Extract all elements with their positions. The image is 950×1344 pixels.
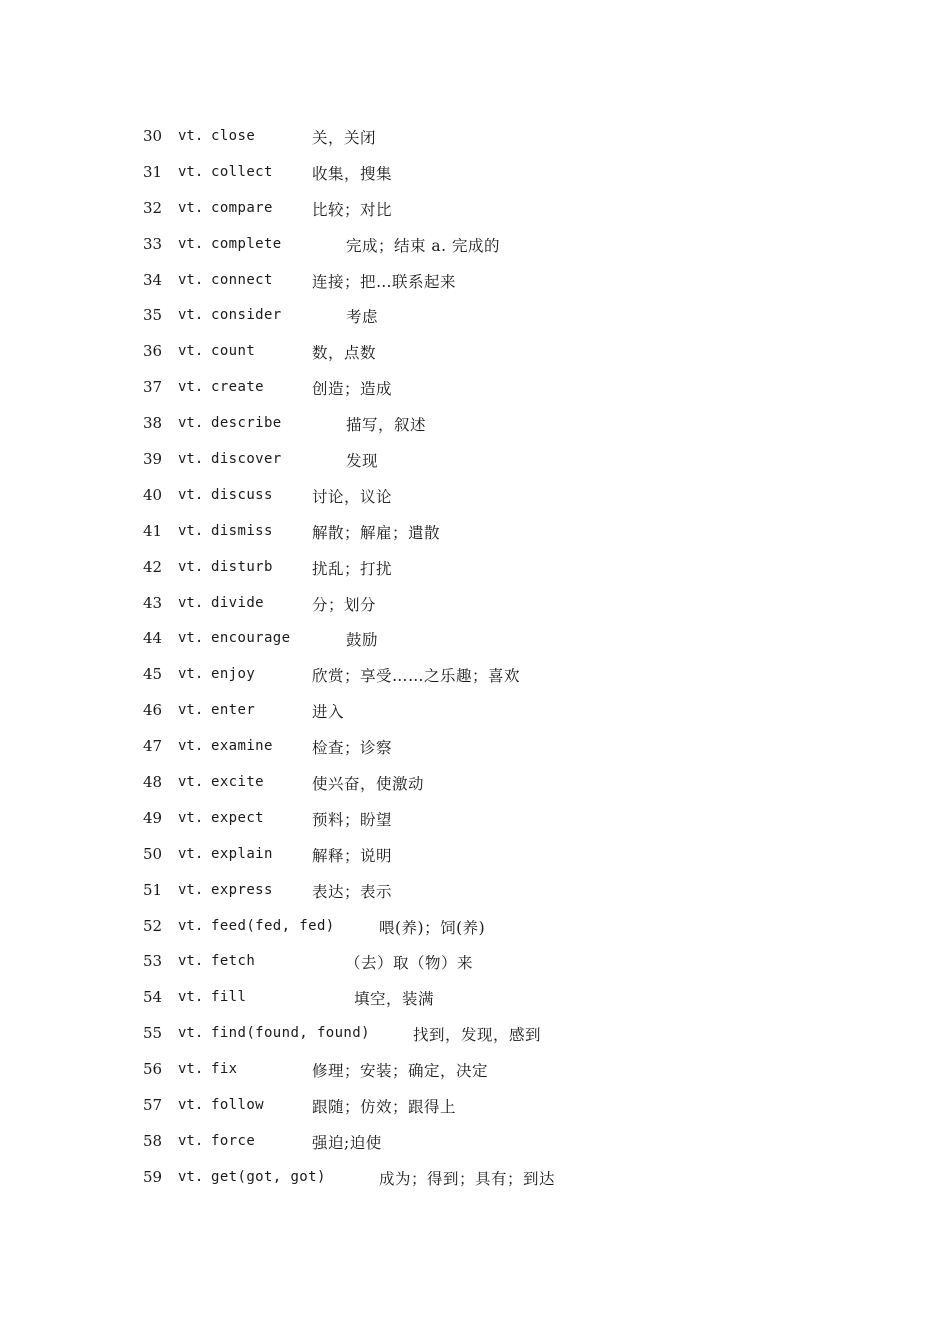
chinese-meaning: 解散；解雇；遣散 [312, 523, 441, 542]
entry-number: 31 [143, 162, 163, 181]
chinese-meaning: 收集，搜集 [312, 164, 393, 183]
vocab-entry [0, 297, 950, 333]
entry-number: 42 [143, 557, 163, 576]
chinese-meaning: 进入 [312, 703, 345, 722]
entry-number: 47 [143, 737, 163, 756]
english-word: enter [211, 702, 256, 719]
entry-number: 54 [143, 988, 163, 1007]
entry-number: 58 [143, 1131, 163, 1150]
vocab-entry [0, 190, 950, 226]
part-of-speech: vt. [178, 630, 204, 647]
entry-number: 43 [143, 593, 163, 612]
entry-number: 46 [143, 701, 163, 720]
chinese-meaning: 修理；安装；确定，决定 [312, 1062, 489, 1081]
part-of-speech: vt. [178, 235, 204, 252]
vocab-entry [0, 549, 950, 585]
part-of-speech: vt. [178, 1132, 204, 1149]
part-of-speech: vt. [178, 1061, 204, 1078]
english-word: collect [211, 163, 273, 180]
vocab-entry [0, 692, 950, 728]
part-of-speech: vt. [178, 1025, 204, 1042]
entry-number: 53 [143, 952, 163, 971]
entry-number: 45 [143, 665, 163, 684]
entry-number: 56 [143, 1060, 163, 1079]
part-of-speech: vt. [178, 774, 204, 791]
english-word: find(found, found) [211, 1025, 370, 1042]
part-of-speech: vt. [178, 917, 204, 934]
part-of-speech: vt. [178, 199, 204, 216]
vocab-entry [0, 620, 950, 656]
english-word: follow [211, 1097, 264, 1114]
part-of-speech: vt. [178, 953, 204, 970]
vocab-entry [0, 728, 950, 764]
entry-number: 57 [143, 1096, 163, 1115]
english-word: enjoy [211, 666, 256, 683]
english-word: connect [211, 271, 273, 288]
entry-number: 34 [143, 270, 163, 289]
chinese-meaning: 成为；得到；具有；到达 [379, 1169, 556, 1188]
vocab-entry [0, 477, 950, 513]
vocab-entry [0, 1015, 950, 1051]
part-of-speech: vt. [178, 702, 204, 719]
entry-number: 33 [143, 234, 163, 253]
part-of-speech: vt. [178, 1097, 204, 1114]
english-word: create [211, 379, 264, 396]
english-word: disturb [211, 558, 273, 575]
english-word: express [211, 881, 273, 898]
part-of-speech: vt. [178, 558, 204, 575]
entry-number: 35 [143, 306, 163, 325]
entry-number: 37 [143, 378, 163, 397]
part-of-speech: vt. [178, 451, 204, 468]
chinese-meaning: 解释；说明 [312, 846, 393, 865]
english-word: examine [211, 738, 273, 755]
chinese-meaning: （去）取（物）来 [345, 954, 474, 973]
chinese-meaning: 发现 [346, 452, 379, 471]
vocab-entry [0, 513, 950, 549]
chinese-meaning: 数，点数 [312, 344, 377, 363]
english-word: excite [211, 774, 264, 791]
english-word: feed(fed, fed) [211, 917, 335, 934]
english-word: compare [211, 199, 273, 216]
entry-number: 38 [143, 414, 163, 433]
chinese-meaning: 使兴奋，使激动 [312, 775, 425, 794]
chinese-meaning: 填空，装满 [354, 990, 435, 1009]
entry-number: 30 [143, 127, 163, 145]
chinese-meaning: 讨论，议论 [312, 487, 393, 506]
english-word: force [211, 1132, 256, 1149]
english-word: discuss [211, 486, 273, 503]
vocab-entry [0, 1051, 950, 1087]
entry-number: 52 [143, 916, 163, 935]
part-of-speech: vt. [178, 594, 204, 611]
english-word: expect [211, 809, 264, 826]
vocab-entry [0, 836, 950, 872]
part-of-speech: vt. [178, 809, 204, 826]
vocab-entry [0, 333, 950, 369]
vocab-entry [0, 118, 950, 154]
vocab-entry [0, 226, 950, 262]
part-of-speech: vt. [178, 522, 204, 539]
vocab-entry [0, 656, 950, 692]
part-of-speech: vt. [178, 486, 204, 503]
vocab-entry [0, 908, 950, 944]
english-word: fetch [211, 953, 256, 970]
part-of-speech: vt. [178, 1168, 204, 1185]
chinese-meaning: 创造；造成 [312, 380, 393, 399]
chinese-meaning: 连接；把…联系起来 [312, 272, 457, 291]
english-word: count [211, 343, 256, 360]
vocab-entry [0, 262, 950, 298]
vocab-entry [0, 800, 950, 836]
part-of-speech: vt. [178, 989, 204, 1006]
vocab-entry [0, 585, 950, 621]
entry-number: 48 [143, 773, 163, 792]
entry-number: 32 [143, 198, 163, 217]
english-word: fix [211, 1061, 238, 1078]
english-word: encourage [211, 630, 291, 647]
chinese-meaning: 检查；诊察 [312, 739, 393, 758]
english-word: explain [211, 845, 273, 862]
entry-number: 36 [143, 342, 163, 361]
chinese-meaning: 描写，叙述 [346, 416, 427, 435]
english-word: get(got, got) [211, 1168, 326, 1185]
vocab-entry [0, 979, 950, 1015]
chinese-meaning: 找到，发现，感到 [413, 1026, 542, 1045]
part-of-speech: vt. [178, 163, 204, 180]
entry-number: 50 [143, 844, 163, 863]
english-word: divide [211, 594, 264, 611]
vocab-entry [0, 369, 950, 405]
vocabulary-list [0, 118, 950, 1195]
chinese-meaning: 强迫;迫使 [312, 1133, 382, 1152]
vocab-entry [0, 441, 950, 477]
english-word: consider [211, 307, 282, 324]
vocab-entry [0, 943, 950, 979]
entry-number: 41 [143, 521, 163, 540]
part-of-speech: vt. [178, 738, 204, 755]
english-word: fill [211, 989, 247, 1006]
chinese-meaning: 考虑 [346, 308, 379, 327]
part-of-speech: vt. [178, 307, 204, 324]
english-word: discover [211, 451, 282, 468]
vocab-entry [0, 764, 950, 800]
chinese-meaning: 关，关闭 [312, 129, 377, 147]
entry-number: 49 [143, 808, 163, 827]
part-of-speech: vt. [178, 343, 204, 360]
part-of-speech: vt. [178, 845, 204, 862]
part-of-speech: vt. [178, 379, 204, 396]
chinese-meaning: 跟随；仿效；跟得上 [312, 1098, 457, 1117]
entry-number: 39 [143, 450, 163, 469]
part-of-speech: vt. [178, 271, 204, 288]
chinese-meaning: 比较；对比 [312, 200, 393, 219]
part-of-speech: vt. [178, 666, 204, 683]
vocab-entry [0, 405, 950, 441]
chinese-meaning: 欣赏；享受……之乐趣；喜欢 [312, 667, 521, 686]
part-of-speech: vt. [178, 881, 204, 898]
part-of-speech: vt. [178, 415, 204, 432]
chinese-meaning: 分；划分 [312, 595, 377, 614]
chinese-meaning: 表达；表示 [312, 882, 393, 901]
english-word: describe [211, 415, 282, 432]
chinese-meaning: 扰乱；打扰 [312, 559, 393, 578]
vocab-entry [0, 1123, 950, 1159]
entry-number: 40 [143, 485, 163, 504]
vocab-entry [0, 154, 950, 190]
chinese-meaning: 喂(养)；饲(养) [379, 918, 486, 937]
chinese-meaning: 鼓励 [346, 631, 379, 650]
entry-number: 51 [143, 880, 163, 899]
entry-number: 55 [143, 1024, 163, 1043]
chinese-meaning: 完成；结束 a. 完成的 [346, 236, 501, 255]
entry-number: 59 [143, 1167, 163, 1186]
vocab-entry [0, 1159, 950, 1195]
entry-number: 44 [143, 629, 163, 648]
vocab-entry [0, 1087, 950, 1123]
english-word: complete [211, 235, 282, 252]
chinese-meaning: 预料；盼望 [312, 810, 393, 829]
english-word: close [211, 128, 256, 144]
part-of-speech: vt. [178, 128, 204, 144]
vocab-entry [0, 872, 950, 908]
english-word: dismiss [211, 522, 273, 539]
